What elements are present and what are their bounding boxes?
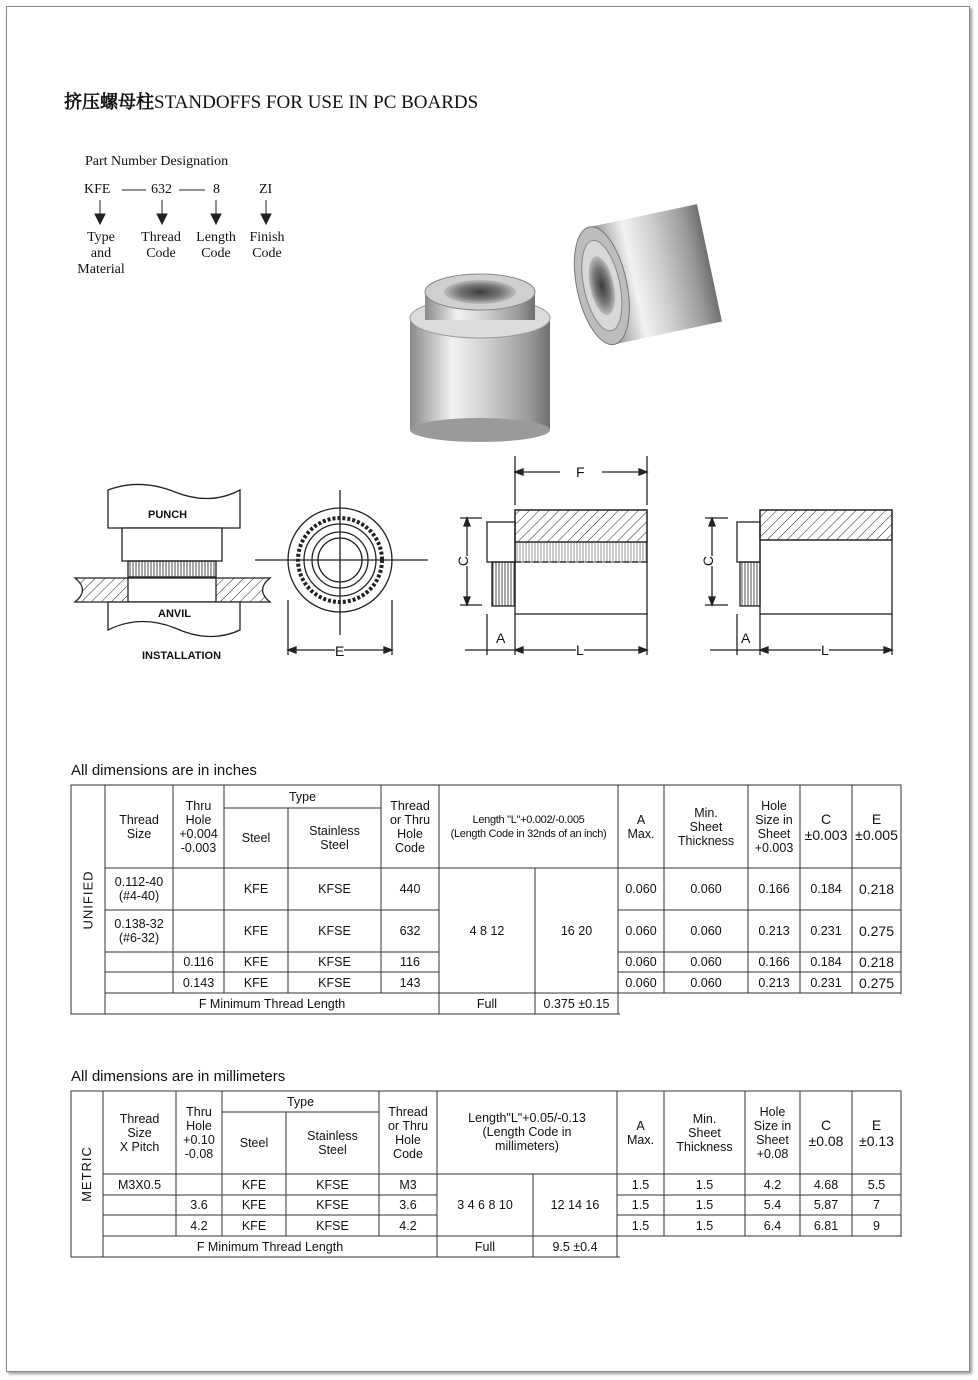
table-cell: 9	[873, 1218, 880, 1233]
table-cell: 0.143	[182, 975, 215, 990]
table-cell: 1.5	[631, 1177, 650, 1192]
table-cell: M3	[399, 1177, 417, 1192]
mm-hdr-e: E ±0.13	[859, 1116, 894, 1149]
standoff-photo	[410, 204, 722, 442]
table-cell: KFE	[243, 882, 269, 896]
table-cell: 0.112-40 (#4-40)	[114, 875, 164, 903]
table-cell: 0.184	[810, 882, 842, 896]
mm-hdr-thread-size: Thread Size X Pitch	[119, 1111, 160, 1154]
table-cell	[173, 868, 224, 910]
table-cell: 4.2	[763, 1177, 782, 1192]
table-cell: 4.68	[813, 1177, 839, 1192]
label-length: Length Code	[196, 230, 236, 261]
installation-label: INSTALLATION	[142, 650, 222, 662]
part-number-arrows	[95, 190, 271, 224]
table-cell: 0.060	[625, 955, 657, 969]
hdr-thread-size: Thread Size	[119, 812, 159, 841]
table-cell: 4.2	[190, 1218, 208, 1233]
table-cell: 5.87	[813, 1198, 839, 1212]
dim-l-label-1: L	[576, 642, 584, 658]
hdr-steel: Steel	[241, 831, 271, 845]
hdr-hole-size: Hole Size in Sheet +0.003	[754, 798, 794, 855]
table-cell: 0.116	[183, 955, 214, 969]
mm-f-value: 9.5 ±0.4	[552, 1239, 598, 1254]
table-cell: 0.213	[758, 975, 790, 990]
table-cell: 0.184	[810, 955, 842, 969]
punch-label: PUNCH	[148, 509, 188, 521]
mm-hdr-a-max: A Max.	[626, 1118, 655, 1147]
hdr-length: Length "L"+0.002/-0.005 (Length Code in 32nds of an inch)	[450, 813, 607, 840]
inch-table-caption: All dimensions are in inches	[71, 762, 257, 779]
table-cell: KFE	[241, 1218, 267, 1233]
table-cell: 0.166	[758, 955, 790, 969]
dim-a-label-2: A	[741, 630, 751, 646]
dim-e-label: E	[335, 643, 345, 659]
table-cell: KFSE	[318, 882, 351, 896]
table-cell: 4.2	[399, 1218, 417, 1233]
mm-f-full: Full	[474, 1239, 496, 1254]
table-cell: 0.060	[625, 924, 657, 938]
label-type: Type and Material	[77, 230, 125, 277]
hdr-thread-code: Thread or Thru Hole Code	[389, 798, 431, 855]
table-cell	[176, 1174, 222, 1195]
length-codes-b: 16 20	[560, 923, 593, 938]
top-view-diagram	[255, 490, 428, 655]
code-length: 8	[213, 182, 220, 197]
table-cell: 0.060	[690, 955, 722, 969]
table-cell: 6.4	[763, 1218, 782, 1233]
table-cell: 632	[399, 924, 421, 938]
table-cell: 0.060	[690, 975, 722, 990]
table-cell: KFSE	[318, 975, 351, 990]
table-cell: 0.060	[690, 924, 722, 938]
table-cell: 0.166	[758, 882, 790, 896]
table-cell: 1.5	[631, 1198, 650, 1212]
table-cell: 3.6	[190, 1198, 208, 1212]
dim-a-label-1: A	[496, 630, 506, 646]
f-full: Full	[476, 996, 498, 1011]
dim-f-label: F	[576, 464, 585, 480]
metric-label-cell	[71, 1091, 103, 1257]
code-finish: ZI	[259, 182, 273, 197]
table-cell: KFSE	[316, 1177, 349, 1192]
table-cell: KFSE	[318, 924, 351, 938]
part-number-heading: Part Number Designation	[85, 154, 229, 169]
table-cell: 0.231	[810, 975, 842, 990]
section-view-blind	[705, 510, 892, 655]
table-cell: KFSE	[316, 1218, 349, 1233]
table-cell: KFE	[243, 955, 269, 969]
dim-l-label-2: L	[821, 642, 829, 658]
table-cell: 0.218	[858, 954, 895, 970]
table-cell: KFSE	[316, 1198, 349, 1212]
table-cell: KFSE	[318, 955, 351, 969]
mm-length-codes-a: 3 4 6 8 10	[457, 1198, 513, 1212]
mm-hdr-length: Length"L"+0.05/-0.13 (Length Code in millimeters)	[468, 1111, 586, 1153]
section-view-through	[460, 456, 647, 655]
hdr-stainless: Stainless Steel	[309, 824, 360, 852]
table-cell: 5.4	[763, 1198, 782, 1212]
mm-f-min-thread-label: F Minimum Thread Length	[196, 1239, 344, 1254]
hdr-type: Type	[288, 789, 317, 804]
hdr-a-max: A Max.	[627, 812, 655, 841]
hdr-thru-hole: Thru Hole +0.004 -0.003	[179, 798, 218, 855]
table-cell: KFE	[241, 1177, 267, 1192]
table-cell: KFE	[243, 975, 269, 990]
table-cell: M3X0.5	[117, 1177, 162, 1192]
mm-length-codes-b: 12 14 16	[550, 1198, 600, 1212]
table-cell: 5.5	[867, 1177, 886, 1192]
mm-hdr-c: C ±0.08	[808, 1116, 844, 1149]
title-chinese: 挤压螺母柱	[64, 92, 154, 113]
table-cell: 0.275	[858, 923, 895, 939]
hdr-e: E ±0.005	[855, 810, 898, 843]
dim-c-label-2: C	[700, 555, 717, 567]
title-english: STANDOFFS FOR USE IN PC BOARDS	[154, 92, 479, 113]
mm-hdr-thread-code: Thread or Thru Hole Code	[387, 1104, 429, 1161]
table-cell: 116	[400, 955, 420, 969]
mm-hdr-thru-hole: Thru Hole +0.10 -0.08	[183, 1104, 215, 1161]
table-cell: 3.6	[399, 1198, 417, 1212]
table-cell: 1.5	[695, 1177, 714, 1192]
dim-c-label-1: C	[455, 555, 472, 567]
code-type: KFE	[84, 182, 111, 197]
table-cell: 143	[399, 975, 421, 990]
table-cell: 0.275	[858, 974, 895, 991]
table-cell: 1.5	[695, 1198, 714, 1212]
table-cell: KFE	[241, 1198, 267, 1212]
table-cell: 1.5	[631, 1218, 650, 1233]
hdr-c: C ±0.003	[804, 810, 848, 843]
metric-label: METRIC	[79, 1146, 94, 1202]
table-cell: 0.060	[625, 975, 657, 990]
table-cell: 0.231	[810, 924, 842, 938]
label-finish: Finish Code	[249, 230, 285, 261]
mm-table-caption: All dimensions are in millimeters	[71, 1068, 286, 1085]
table-cell: 440	[399, 882, 421, 896]
length-codes-a: 4 8 12	[469, 923, 505, 938]
table-cell: 0.213	[758, 924, 790, 938]
table-cell: KFE	[243, 924, 269, 938]
table-cell: 7	[873, 1198, 880, 1212]
hdr-min-sheet: Min. Sheet Thickness	[677, 805, 735, 848]
table-cell: 0.060	[625, 882, 657, 896]
f-value: 0.375 ±0.15	[543, 996, 610, 1011]
mm-hdr-type: Type	[286, 1094, 315, 1109]
table-cell: 6.81	[813, 1218, 839, 1233]
anvil-label: ANVIL	[158, 608, 191, 620]
f-min-thread-label: F Minimum Thread Length	[198, 996, 346, 1011]
mm-hdr-hole-size: Hole Size in Sheet +0.08	[753, 1104, 792, 1161]
table-cell	[173, 910, 224, 952]
mm-hdr-steel: Steel	[239, 1136, 269, 1150]
mm-hdr-stainless: Stainless Steel	[307, 1129, 358, 1157]
label-thread: Thread Code	[141, 230, 181, 261]
unified-label-cell	[71, 785, 105, 1014]
table-cell: 0.060	[690, 882, 722, 896]
mm-hdr-min-sheet: Min. Sheet Thickness	[676, 1111, 733, 1154]
unified-label: UNIFIED	[80, 870, 95, 929]
table-cell: 1.5	[695, 1218, 714, 1233]
table-cell: 0.138-32 (#6-32)	[114, 917, 164, 945]
code-thread: 632	[151, 182, 172, 197]
table-cell: 0.218	[858, 881, 895, 897]
